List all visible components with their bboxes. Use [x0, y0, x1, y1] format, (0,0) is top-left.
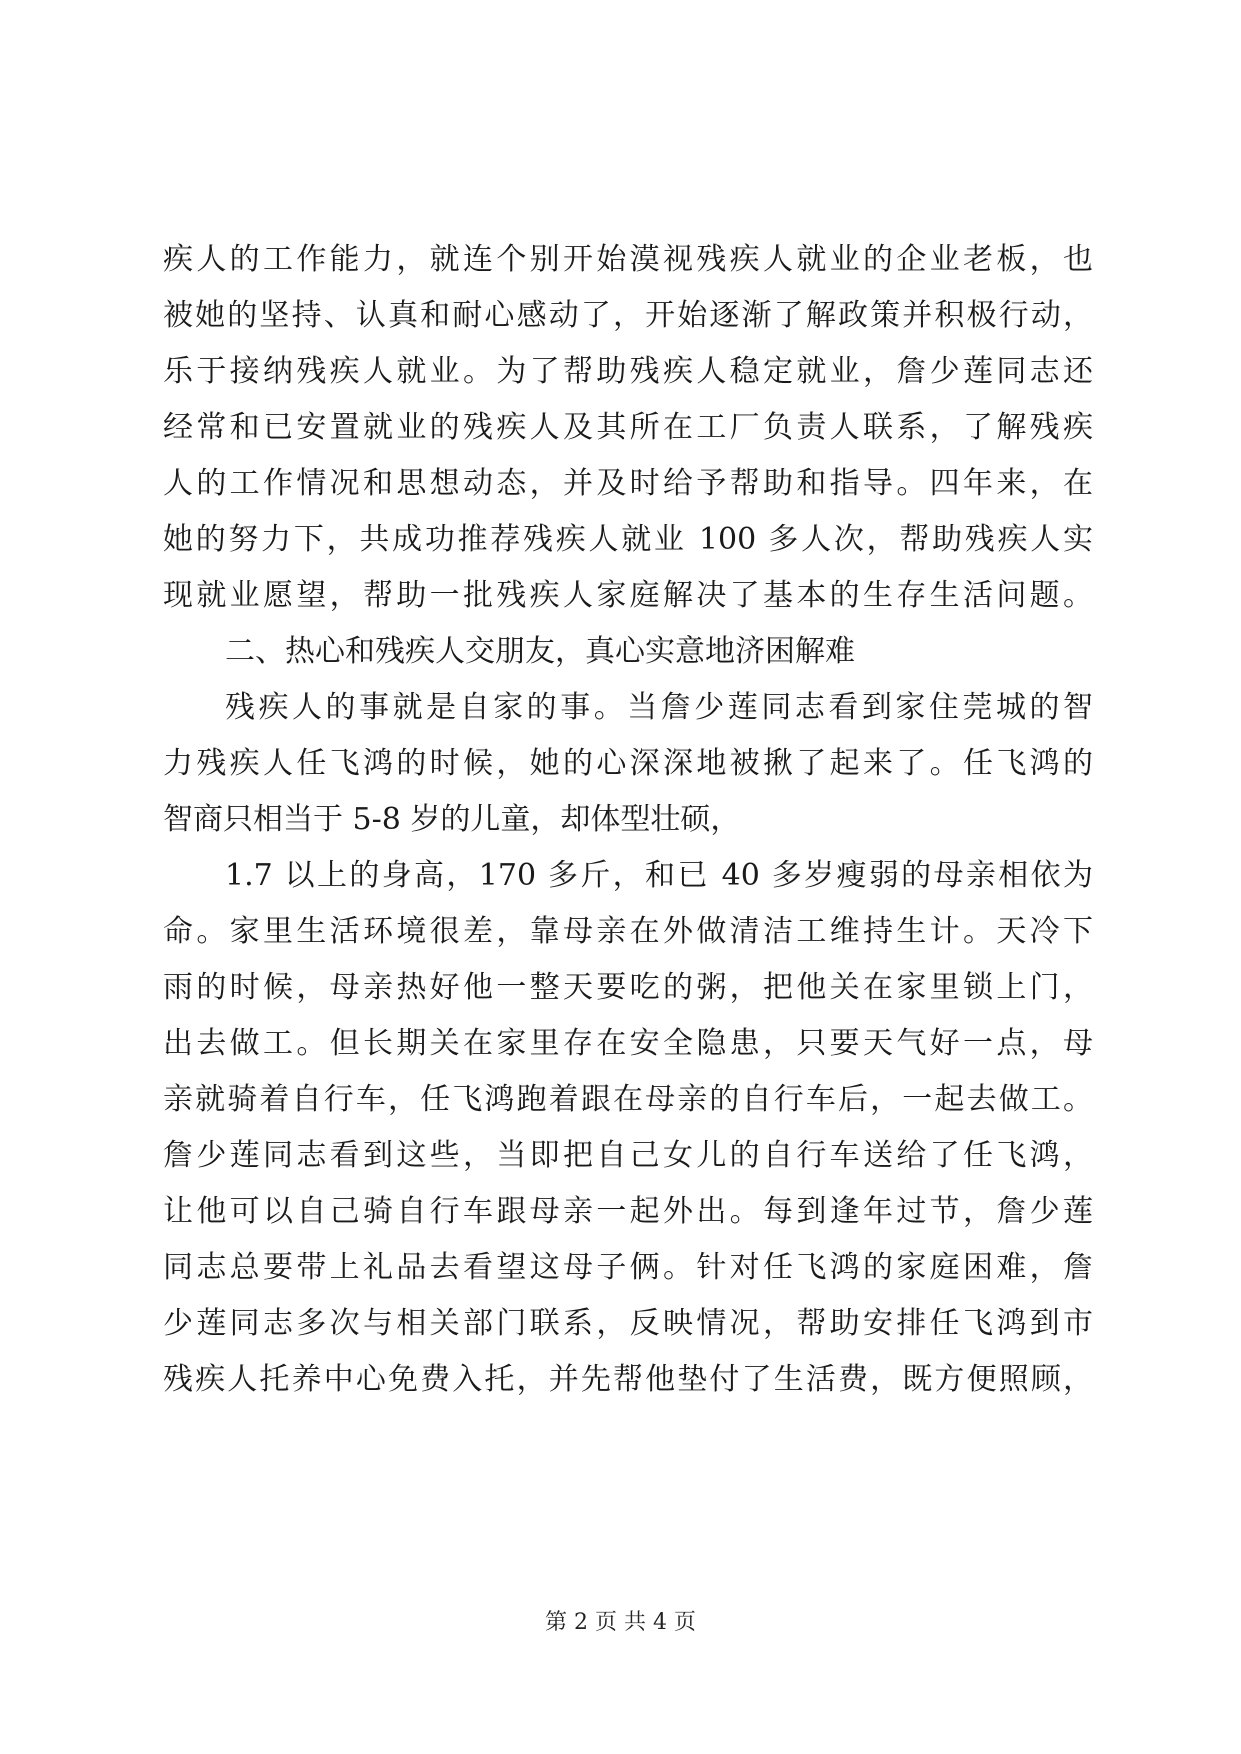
paragraph-line: 她的努力下，共成功推荐残疾人就业 100 多人次，帮助残疾人实	[163, 522, 1093, 557]
paragraph-line: 雨的时候，母亲热好他一整天要吃的粥，把他关在家里锁上门，	[163, 970, 1093, 1005]
section-heading: 二、热心和残疾人交朋友，真心实意地济困解难	[225, 634, 855, 669]
paragraph-line: 人的工作情况和思想动态，并及时给予帮助和指导。四年来，在	[163, 466, 1093, 501]
paragraph-line: 詹少莲同志看到这些，当即把自己女儿的自行车送给了任飞鸿，	[163, 1138, 1093, 1173]
paragraph-line: 残疾人的事就是自家的事。当詹少莲同志看到家住莞城的智	[225, 690, 1093, 725]
paragraph-line: 疾人的工作能力，就连个别开始漠视残疾人就业的企业老板，也	[163, 242, 1093, 277]
paragraph-line: 智商只相当于 5-8 岁的儿童，却体型壮硕，	[163, 802, 741, 837]
body-text	[163, 232, 1093, 1408]
paragraph-line: 让他可以自己骑自行车跟母亲一起外出。每到逢年过节，詹少莲	[163, 1194, 1093, 1229]
page-number-footer: 第 2 页 共 4 页	[545, 1610, 696, 1635]
paragraph-line: 1.7 以上的身高，170 多斤，和已 40 多岁瘦弱的母亲相依为	[225, 858, 1093, 893]
paragraph-line: 经常和已安置就业的残疾人及其所在工厂负责人联系，了解残疾	[163, 410, 1093, 445]
paragraph-line: 力残疾人任飞鸿的时候，她的心深深地被揪了起来了。任飞鸿的	[163, 746, 1093, 781]
paragraph-line: 残疾人托养中心免费入托，并先帮他垫付了生活费，既方便照顾，	[163, 1362, 1093, 1397]
paragraph-line: 命。家里生活环境很差，靠母亲在外做清洁工维持生计。天冷下	[163, 914, 1093, 949]
paragraph-line: 亲就骑着自行车，任飞鸿跑着跟在母亲的自行车后，一起去做工。	[163, 1082, 1093, 1117]
paragraph-line: 被她的坚持、认真和耐心感动了，开始逐渐了解政策并积极行动，	[163, 298, 1093, 333]
paragraph-line: 少莲同志多次与相关部门联系，反映情况，帮助安排任飞鸿到市	[163, 1306, 1093, 1341]
paragraph-line: 同志总要带上礼品去看望这母子俩。针对任飞鸿的家庭困难，詹	[163, 1250, 1093, 1285]
paragraph-line: 现就业愿望，帮助一批残疾人家庭解决了基本的生存生活问题。	[163, 578, 1093, 613]
paragraph-line: 出去做工。但长期关在家里存在安全隐患，只要天气好一点，母	[163, 1026, 1093, 1061]
paragraph-line: 乐于接纳残疾人就业。为了帮助残疾人稳定就业，詹少莲同志还	[163, 354, 1093, 389]
